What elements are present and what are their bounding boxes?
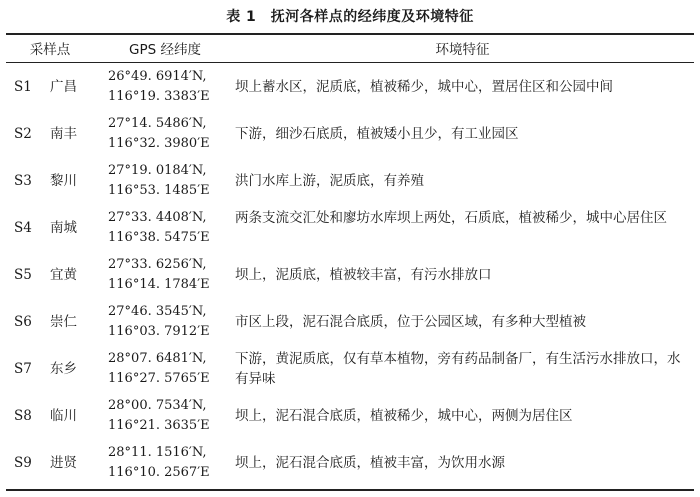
gps-coords xyxy=(108,302,233,342)
table-row xyxy=(6,205,694,252)
environment-desc: 洪门水库上游，泥质底，有养殖 xyxy=(235,173,424,189)
gps-coords xyxy=(108,161,233,201)
gps-coords xyxy=(108,114,233,154)
gps-coords xyxy=(108,396,233,436)
header-env: 环境特征 xyxy=(435,42,490,58)
latitude: 26°49. 6914′N, xyxy=(108,69,207,84)
site-name: 宜黄 xyxy=(50,267,77,283)
table-row xyxy=(6,440,694,487)
environment-desc: 坝上，泥质底，植被较丰富，有污水排放口 xyxy=(235,267,492,283)
table-row xyxy=(6,111,694,158)
site-id: S9 xyxy=(14,455,32,471)
site-name: 广昌 xyxy=(50,79,77,95)
environment-desc: 坝上，泥石混合底质，植被丰富，为饮用水源 xyxy=(235,455,505,471)
latitude: 28°00. 7534′N, xyxy=(108,398,207,413)
site-id: S5 xyxy=(14,267,32,283)
longitude: 116°32. 3980′E xyxy=(108,136,210,151)
site-id: S7 xyxy=(14,361,32,377)
gps-coords xyxy=(108,255,233,295)
table-row xyxy=(6,346,694,393)
header-site: 采样点 xyxy=(29,42,71,58)
environment-desc: 下游，细沙石底质，植被矮小且少，有工业园区 xyxy=(235,126,519,142)
gps-coords xyxy=(108,443,233,483)
latitude: 27°14. 5486′N, xyxy=(108,116,207,131)
environment-desc: 坝上，泥石混合底质，植被稀少，城中心，两侧为居住区 xyxy=(235,408,573,424)
top-rule xyxy=(6,33,694,35)
site-name: 黎川 xyxy=(50,173,77,189)
site-name: 南城 xyxy=(50,220,77,236)
table-row xyxy=(6,252,694,299)
site-id: S3 xyxy=(14,173,32,189)
site-id: S1 xyxy=(14,79,32,95)
latitude: 27°46. 3545′N, xyxy=(108,304,207,319)
latitude: 28°11. 1516′N, xyxy=(108,445,207,460)
gps-coords xyxy=(108,67,233,107)
longitude: 116°38. 5475′E xyxy=(108,230,210,245)
longitude: 116°03. 7912′E xyxy=(108,324,210,339)
longitude: 116°21. 3635′E xyxy=(108,418,210,433)
site-name: 进贤 xyxy=(50,455,77,471)
latitude: 27°33. 6256′N, xyxy=(108,257,207,272)
site-id: S8 xyxy=(14,408,32,424)
latitude: 27°19. 0184′N, xyxy=(108,163,207,178)
latitude: 27°33. 4408′N, xyxy=(108,210,207,225)
longitude: 116°10. 2567′E xyxy=(108,465,210,480)
gps-coords xyxy=(108,208,233,248)
environment-desc: 市区上段，泥石混合底质，位于公园区域，有多种大型植被 xyxy=(235,314,586,330)
table-row xyxy=(6,158,694,205)
table-row xyxy=(6,299,694,346)
site-name: 南丰 xyxy=(50,126,77,142)
site-id: S2 xyxy=(14,126,32,142)
site-name: 东乡 xyxy=(50,361,77,377)
environment-desc: 坝上蓄水区，泥质底，植被稀少，城中心，置居住区和公园中间 xyxy=(235,79,613,95)
longitude: 116°14. 1784′E xyxy=(108,277,210,292)
longitude: 116°27. 5765′E xyxy=(108,371,210,386)
environment-desc: 下游，黄泥质底，仅有草本植物，旁有药品制备厂，有生活污水排放口，水有异味 xyxy=(235,351,681,387)
latitude: 28°07. 6481′N, xyxy=(108,351,207,366)
site-name: 崇仁 xyxy=(50,314,77,330)
table-row xyxy=(6,393,694,440)
table-caption: 表 1 抚河各样点的经纬度及环境特征 xyxy=(226,9,474,25)
longitude: 116°19. 3383′E xyxy=(108,89,210,104)
table-body xyxy=(6,64,694,487)
site-id: S6 xyxy=(14,314,32,330)
header-rule xyxy=(6,62,694,63)
bottom-rule xyxy=(6,489,694,491)
site-name: 临川 xyxy=(50,408,77,424)
table-row xyxy=(6,64,694,111)
environment-desc: 两条支流交汇处和廖坊水库坝上两处，石质底，植被稀少，城中心居住区 xyxy=(235,210,667,226)
site-id: S4 xyxy=(14,220,32,236)
gps-coords xyxy=(108,349,233,389)
longitude: 116°53. 1485′E xyxy=(108,183,210,198)
header-gps: GPS 经纬度 xyxy=(129,42,201,58)
